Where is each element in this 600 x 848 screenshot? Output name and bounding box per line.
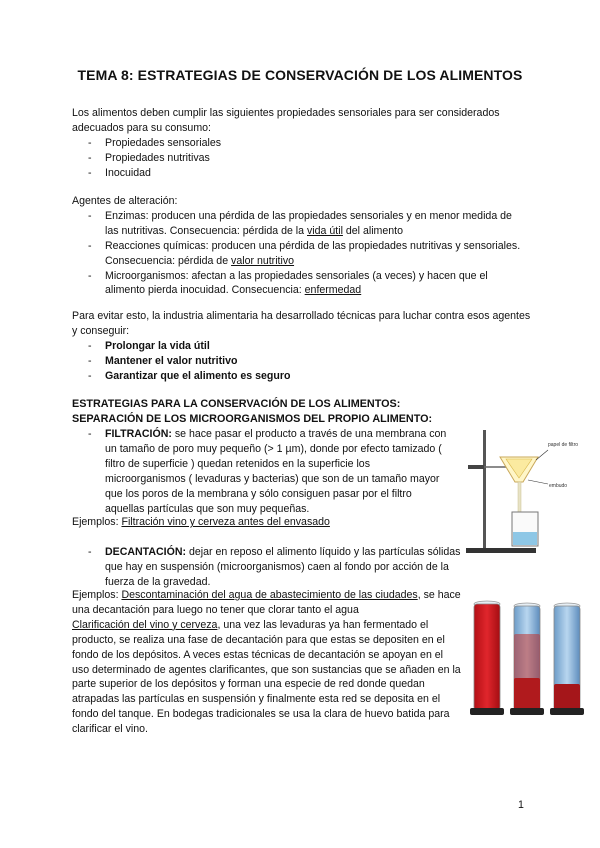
decantacion-label: DECANTACIÓN:: [105, 546, 187, 558]
section-subheading: SEPARACIÓN DE LOS MICROORGANISMOS DEL PROPIO ALIMENTO:: [72, 412, 433, 425]
ejemplos-decantacion: Ejemplos: Descontaminación del agua de abastecimiento de las ciudades, se hace una decantación para luego no tener que clorar tanto el agua Clarificación del vino y cerveza, una vez las levaduras ya han fermentado el producto, se realiza una fase de decantación para que estas se depositen en el fondo de los depósitos. A veces estas técnicas de decantación se apoyan en el uso determinado de agentes clarificantes, que son sustancias que se añaden en la parte superior de los depósitos y forman una especie de red donde quedan atrapadas las partículas en suspensión y finalmente esta red se deposita en el fondo del tanque. En bodegas tradicionales se usa la clara de huevo batida para clarificar el vino.: [72, 589, 461, 736]
industria-list: [72, 339, 532, 384]
underlined-term: enfermedad: [304, 284, 362, 297]
section-heading: ESTRATEGIAS PARA LA CONSERVACIÓN DE LOS ALIMENTOS:: [72, 398, 401, 410]
tube-1: [470, 601, 504, 715]
industria-section: [72, 309, 532, 384]
filtracion-section: [72, 427, 450, 516]
list-item: - Inocuidad: [72, 166, 532, 181]
list-item: - Microorganismos: afectan a las propiedades sensoriales (a veces) y hacen que el alimento pierda inocuidad. Consecuencia: enfermedad: [72, 269, 524, 299]
list-item: - Reacciones químicas: producen una pérdida de las propiedades nutritivas y sensoriales. Consecuencia: pérdida de valor nutritivo: [72, 239, 524, 269]
agentes-list: [72, 209, 524, 298]
agentes-heading: Agentes de alteración:: [72, 195, 178, 207]
underlined-term: valor nutritivo: [231, 254, 295, 267]
tube-3: [550, 603, 584, 715]
page-number: 1: [518, 799, 524, 811]
filter-label: papel de filtro: [548, 442, 579, 448]
industria-text: Para evitar esto, la industria alimentaria ha desarrollado técnicas para luchar contra esos agentes y conseguir:: [72, 310, 531, 337]
estrategias-headings: [72, 397, 542, 427]
stand-rod: [483, 430, 486, 550]
list-item: - Propiedades nutritivas: [72, 151, 532, 166]
ejemplo-link: Clarificación del vino y cerveza: [72, 618, 218, 631]
agentes-section: [72, 194, 524, 298]
clamp-icon: [468, 465, 484, 469]
list-item: - Propiedades sensoriales: [72, 136, 532, 151]
underlined-term: vida útil: [307, 224, 343, 237]
tube-2: [510, 603, 544, 715]
filtrate-liquid: [513, 532, 537, 545]
list-item: - Mantener el valor nutritivo: [72, 354, 532, 369]
list-item: - Prolongar la vida útil: [72, 339, 532, 354]
stand-base: [466, 548, 536, 553]
list-item: - Enzimas: producen una pérdida de las propiedades sensoriales y en menor medida de las nutritivas. Consecuencia: pérdida de la vida útil del alimento: [72, 209, 524, 239]
decantacion-section: [72, 545, 462, 590]
page-title: TEMA 8: ESTRATEGIAS DE CONSERVACIÓN DE LOS ALIMENTOS: [77, 67, 523, 83]
sedimentation-tubes-figure: [468, 600, 586, 718]
intro-list: [72, 136, 532, 181]
list-item: - FILTRACIÓN: se hace pasar el producto a través de una membrana con un tamaño de poro muy pequeño (> 1 µm), donde por efecto tamizado ( filtro de superficie ) quedan retenidos en la superficie los microorganismos ( levaduras y bacterias) que son de un tamaño mayor que los poros de la membrana y sólo consiguen pasar por el filtro aquellas partículas que son muy pequeñas.: [72, 427, 450, 516]
list-item: - Garantizar que el alimento es seguro: [72, 369, 532, 384]
ejemplo-link: Descontaminación del agua de abastecimiento de las ciudades: [121, 589, 418, 601]
list-item: - DECANTACIÓN: dejar en reposo el alimento líquido y las partículas sólidas que hay en suspensión (microorganismos) caen al fondo por acción de la fuerza de la gravedad.: [72, 545, 462, 590]
funnel-label: embudo: [549, 483, 568, 489]
filter-apparatus-figure: [462, 428, 579, 556]
intro-section: [72, 106, 532, 181]
ejemplo-link: Filtración vino y cerveza antes del envasado: [121, 516, 330, 528]
filtracion-label: FILTRACIÓN:: [105, 428, 172, 440]
ejemplos-filtracion: Ejemplos: Filtración vino y cerveza antes del envasado: [72, 516, 330, 528]
intro-text: Los alimentos deben cumplir las siguientes propiedades sensoriales para ser considerados adecuados para su consumo:: [72, 107, 500, 134]
